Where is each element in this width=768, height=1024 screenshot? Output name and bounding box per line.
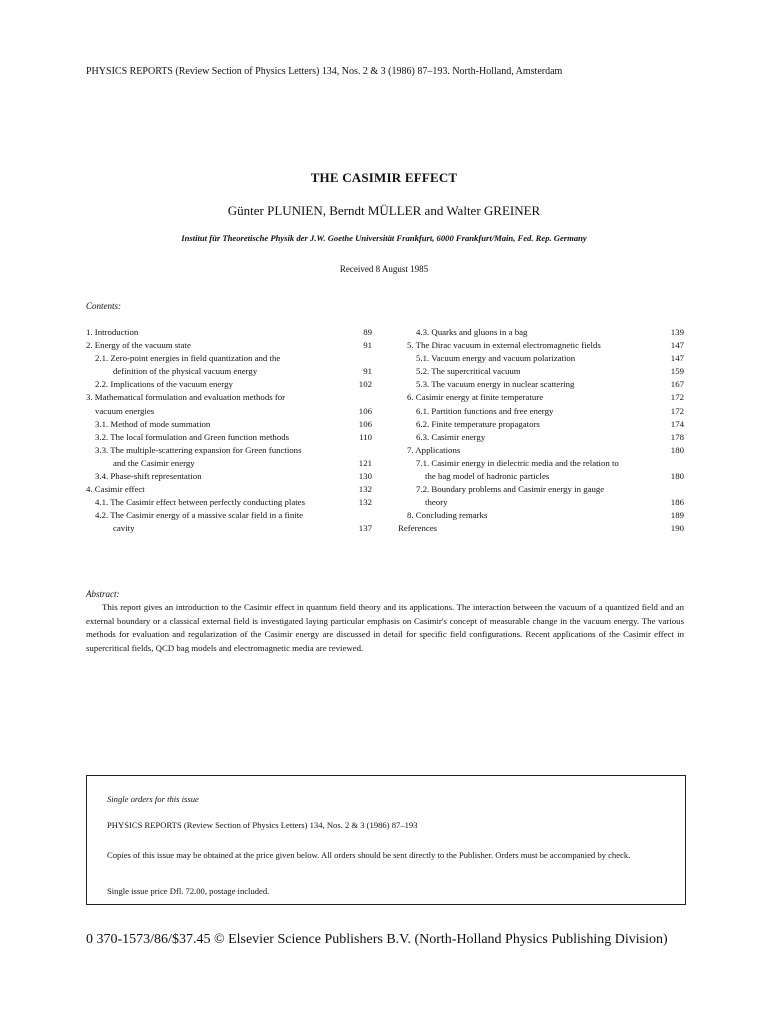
toc-entry-page: 178 [670,431,684,442]
abstract-label: Abstract: [86,589,120,599]
toc-entry-page: 121 [358,457,372,468]
toc-entry [398,326,684,339]
toc-entry [398,391,684,404]
toc-right-column [398,326,684,536]
toc-entry-title: 1. Introduction [86,327,139,337]
toc-entry-title: 3. Mathematical formulation and evaluation methods for [86,392,286,403]
article-title: THE CASIMIR EFFECT [310,170,458,185]
toc-entry-page: 106 [358,418,372,429]
toc-entry-page: 172 [670,405,684,416]
toc-entry-page: 137 [358,523,372,534]
order-box-copies: Copies of this issue may be obtained at the price given below. All orders should be sent directly to the Publisher. Orders must be accompanied by check. [107,850,631,860]
toc-entry [398,431,684,444]
toc-entry [86,418,372,431]
toc-entry [86,326,372,339]
toc-entry [398,418,684,431]
toc-entry [86,431,372,444]
toc-entry-title: theory [425,497,448,508]
toc-entry-title: 4.1. The Casimir effect between perfectly conducting plates [95,497,305,508]
contents-label: Contents: [86,301,121,311]
toc-entry-title: 4.2. The Casimir energy of a massive scalar field in a finite [95,510,304,521]
order-box-price: Single issue price Dfl. 72.00, postage included. [107,886,270,896]
toc-entry-title: 5.2. The supercritical vacuum [416,366,521,377]
toc-entry [86,509,372,535]
order-box [86,775,686,905]
toc-entry-title: 5. The Dirac vacuum in external electromagnetic fields [407,340,601,351]
toc-entry-page: 91 [363,340,372,351]
toc-entry-title: 3.3. The multiple-scattering expansion for Green functions [95,444,302,455]
toc-entry-page: 102 [358,379,372,390]
toc-entry-page: 139 [670,327,684,337]
toc-entry-page: 130 [358,471,372,482]
toc-entry-page: 180 [670,471,684,482]
toc-left-column [86,326,372,536]
toc-entry-title: definition of the physical vacuum energy [113,366,258,377]
toc-entry-page: 132 [358,497,372,508]
toc-entry-page: 91 [363,366,372,377]
toc-entry-title: 5.3. The vacuum energy in nuclear scattering [416,379,575,390]
toc-entry-title: and the Casimir energy [113,457,195,468]
toc-entry-page: 180 [670,444,684,455]
toc-entry [398,339,684,352]
toc-entry-page: 147 [670,340,684,351]
toc-entry-title: 2. Energy of the vacuum state [86,340,191,351]
toc-entry-title: 4.3. Quarks and gluons in a bag [416,327,528,337]
order-box-title: Single orders for this issue [107,794,199,804]
toc-entry [86,391,372,417]
toc-entry-title: 4. Casimir effect [86,484,145,495]
toc-entry-page: 110 [359,431,372,442]
toc-entry-page: 132 [358,484,372,495]
toc-entry [86,470,372,483]
toc-entry [86,483,372,496]
toc-entry-title: References [398,523,438,534]
toc-entry [398,365,684,378]
toc-entry [398,509,684,522]
toc-entry-title: 7.2. Boundary problems and Casimir energy in gauge [416,484,605,495]
toc-entry-page: 186 [670,497,684,508]
toc-entry-title: 6. Casimir energy at finite temperature [407,392,544,403]
toc-entry-title: 7. Applications [407,444,461,455]
toc-entry [398,352,684,365]
toc-entry [86,496,372,509]
toc-entry-title: 3.4. Phase-shift representation [95,471,202,482]
toc-entry-page: 174 [670,418,684,429]
toc-entry [398,444,684,457]
toc-entry-title: 6.3. Casimir energy [416,431,486,442]
toc-entry [398,483,684,509]
toc-entry-page: 159 [670,366,684,377]
toc-entry-page: 167 [670,379,684,390]
toc-entry [86,444,372,470]
copyright-footer: 0 370-1573/86/$37.45 © Elsevier Science Publishers B.V. (North-Holland Physics Publishing Division) [86,932,668,947]
toc-entry [86,339,372,352]
toc-entry-title: 2.2. Implications of the vacuum energy [95,379,233,390]
toc-entry-page: 89 [363,327,372,337]
toc-entry-title: 5.1. Vacuum energy and vacuum polarization [416,353,576,364]
toc-entry-title: cavity [113,523,135,534]
toc-entry-title: 8. Concluding remarks [407,510,488,521]
toc-entry [398,522,684,535]
toc-entry [86,378,372,391]
toc-entry [398,378,684,391]
toc-entry-page: 190 [670,523,684,534]
article-authors: Günter PLUNIEN, Berndt MÜLLER and Walter GREINER [227,203,541,218]
toc-entry-title: 3.2. The local formulation and Green function methods [95,431,290,442]
toc-entry-title: 7.1. Casimir energy in dielectric media and the relation to [416,457,619,468]
toc-entry-page: 172 [670,392,684,403]
toc-entry [86,352,372,378]
journal-header: PHYSICS REPORTS (Review Section of Physics Letters) 134, Nos. 2 & 3 (1986) 87–193. North-Holland, Amsterdam [86,66,563,77]
toc-entry-title: vacuum energies [95,405,155,416]
toc-entry-page: 106 [358,405,372,416]
toc-entry-page: 147 [670,353,684,364]
order-box-reference: PHYSICS REPORTS (Review Section of Physics Letters) 134, Nos. 2 & 3 (1986) 87–193 [107,820,418,830]
toc-entry-title: 2.1. Zero-point energies in field quantization and the [95,353,281,364]
toc-entry [398,405,684,418]
abstract-text: This report gives an introduction to the Casimir effect in quantum field theory and its applications. The interaction between the vacuum of a quantized field and an external boundary or a classical external field is investigated laying particular emphasis on Casimir's concept of measurable change in the vacuum energy. The various methods for evaluation and regularization of the Casimir energy are discussed in detail for specific field configurations. Recent applications of the Casimir effect in supercritical fields, QCD bag models and electromagnetic media are reviewed. [86,602,684,653]
toc-entry [398,457,684,483]
received-date: Received 8 August 1985 [339,264,429,274]
toc-entry-title: 3.1. Method of mode summation [95,418,211,429]
toc-entry-page: 189 [670,510,684,521]
toc-entry-title: the bag model of hadronic particles [425,471,550,482]
toc-entry-title: 6.2. Finite temperature propagators [416,418,540,429]
author-affiliation: Institut für Theoretische Physik der J.W. Goethe Universität Frankfurt, 6000 Frankfurt/Main, Fed. Rep. Germany [181,233,587,243]
toc-entry-title: 6.1. Partition functions and free energy [416,405,554,416]
